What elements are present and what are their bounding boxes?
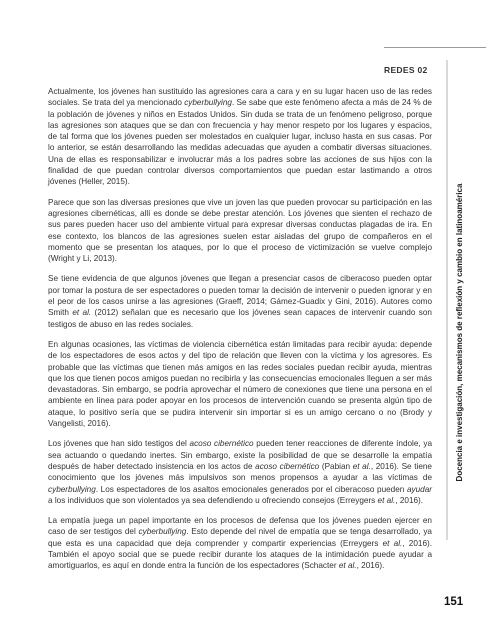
running-header <box>0 30 486 75</box>
side-section-label: Docencia e investigación, mecanismos de reflexión y cambio en latinoamérica <box>455 183 464 482</box>
paragraph-6: La empatía juega un papel importante en los procesos de defensa que los jóvenes pueden ejercer en caso de ser testigos del cyberbullying. Esto depende del nivel de empatía que se tenga desarrollado, ya que esta es una capacidad que deja comprender y compartir experiencias (Erreygers et al., 2016). También el apoyo social que se puede recibir durante los ataques de la intimidación puede ayudar a amortiguarlos, es aquí en donde entra la función de los espectadores (Schacter et al., 2016). <box>48 516 433 571</box>
paragraph-1: Actualmente, los jóvenes han sustituido las agresiones cara a cara y en su lugar hacen uso de las redes sociales. Se trata del ya mencionado cyberbullying. Se sabe que este fenómeno afecta a más de 24 % de la población de jóvenes y niños en Estados Unidos. Sin duda se trata de un fenómeno peligroso, porque las agresiones son ataques que se dan con frecuencia y hay menor respeto por los lugares y espacios, de tal forma que los jóvenes pueden ser molestados en cualquier lugar, incluso hasta en sus casas. Por lo anterior, se están desarrollando las medidas adecuadas que ayuden a combatir diversas situaciones. Una de ellas es responsabilizar e involucrar más a los padres sobre las acciones de sus hijos con la finalidad de que puedan controlar diversos comportamientos que puedan estar lastimando a otros jóvenes (Heller, 2015). <box>48 87 432 187</box>
paragraph-2: Parece que son las diversas presiones que vive un joven las que pueden provocar su participación en las agresiones cibernéticas, allí es donde se debe prestar atención. Los jóvenes que sienten el rechazo de sus pares pueden hacer uso del ambiente virtual para expresar diversas conductas plagadas de ira. En ese contexto, los blancos de las agresiones suelen estar aisladas del grupo de compañeros en el momento que se presentan los ataques, por lo que el proceso de victimización se vuelve complejo (Wright y Li, 2013). <box>48 197 432 264</box>
side-label-container <box>453 160 467 505</box>
paragraph-3: Se tiene evidencia de que algunos jóvenes que llegan a presenciar casos de ciberacoso pueden optar por tomar la postura de ser espectadores o pueden tomar la decisión de intervenir o pueden ignorar y en el peor de los casos unirse a las agresiones (Graeff, 2014; Gámez-Guadix y Gini, 2016). Autores como Smith et al. (2012) señalan que es necesario que los jóvenes sean capaces de intervenir cuando son testigos de abuso en las redes sociales. <box>48 274 432 329</box>
paragraph-5: Los jóvenes que han sido testigos del acoso cibernético pueden tener reacciones de diferente índole, ya sea actuando o quedando inertes. Sin embargo, existe la posibilidad de que se desarrolle la empatía después de haber detectado insistencia en los actos de acoso cibernético (Pabian et al., 2016). Se tiene conocimiento que los jóvenes más impulsivos son menos propensos a ayudar a las víctimas de cyberbullying. Los espectadores de los asaltos emocionales generados por el ciberacoso pueden ayudar a los individuos que son violentados ya sea defendiendo u ofreciendo consejos (Erreygers et al., 2016). <box>48 439 433 505</box>
body-text <box>48 86 432 581</box>
header-rule <box>384 47 486 48</box>
running-header-label: REDES 02 <box>384 65 428 75</box>
side-divider <box>446 60 448 540</box>
paragraph-4: En algunas ocasiones, las víctimas de violencia cibernética están limitadas para recibir ayuda: depende de los espectadores de esos actos y del tipo de relación que lleven con la víctima y los agresores. Es probable que las víctimas que tienen más amigos en las redes sociales puedan recibir ayuda, mientras que los que tienen pocos amigos puedan no recibirla y las consecuencias emocionales lleguen a ser más devastadoras. Sin embargo, se podría aprovechar el número de conexiones que tiene una persona en el ambiente en línea para poder apoyar en los procesos de intervención cuando se presenta algún tipo de ataque, lo positivo sería que se pudira intervenir sin importar si es un amigo cercano o no (Brody y Vangelisti, 2016). <box>48 339 432 429</box>
page-number: 151 <box>444 596 464 608</box>
